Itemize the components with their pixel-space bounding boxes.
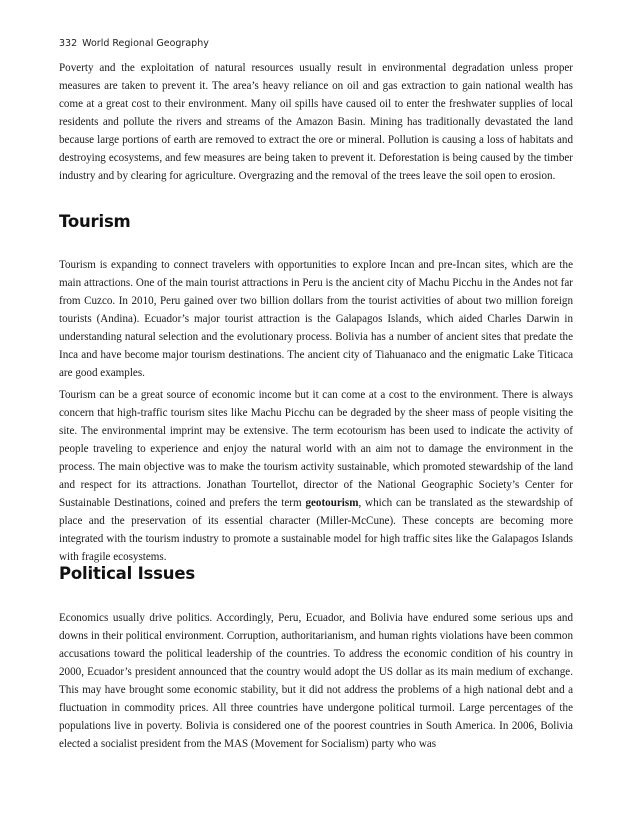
intro-paragraph: Poverty and the exploitation of natural resources usually result in environmental degradation unless proper measures are taken to prevent it. The area’s heavy reliance on oil and gas extraction to gain national wealth has come at a great cost to their environment. Many oil spills have caused oil to enter the freshwater supplies of local residents and pollute the rivers and streams of the Amazon Basin. Mining has traditionally devastated the land because large portions of earth are removed to extract the ore or mineral. Pollution is causing a loss of habitats and destroying ecosystems, and few measures are being taken to prevent it. Deforestation is being caused by the timber industry and by clearing for agriculture. Overgrazing and the removal of the trees leave the soil open to erosion. bbox=[59, 62, 573, 182]
tourism-paragraph-1: Tourism is expanding to connect travelers with opportunities to explore Incan and pre-Incan sites, which are the main attractions. One of the main tourist attractions in Peru is the ancient city of Machu Picchu in the Andes not far from Cuzco. In 2010, Peru gained over two billion dollars from the tourist activities of about two million foreign tourists (Andina). Ecuador’s major tourist attraction is the Galapagos Islands, which aided Charles Darwin in understanding natural selection and the evolutionary process. Bolivia has a number of ancient sites that predate the Inca and have become major tourism destinations. The ancient city of Tiahuanaco and the enigmatic Lake Titicaca are good examples. bbox=[59, 259, 573, 379]
running-header bbox=[59, 38, 209, 49]
political-issues-paragraph: Economics usually drive politics. Accordingly, Peru, Ecuador, and Bolivia have endured some serious ups and downs in their political environment. Corruption, authoritarianism, and human rights violations have been common accusations toward the political leadership of the countries. To address the economic condition of his country in 2000, Ecuador’s president announced that the country would adopt the US dollar as its main medium of exchange. This may have brought some economic stability, but it did not address the problems of a high national debt and a fluctuation in commodity prices. All three countries have undergone political turmoil. Large percentages of the populations live in poverty. Bolivia is considered one of the poorest countries in South America. In 2006, Bolivia elected a socialist president from the MAS (Movement for Socialism) party who was bbox=[59, 612, 573, 750]
tourism-paragraph-2 bbox=[59, 386, 573, 566]
tourism-heading: Tourism bbox=[59, 212, 131, 231]
tourism-paragraph-2-text-after: , which can be translated as the stewardship of place and the preservation of its essential character (Miller-McCune). These concepts are becoming more integrated with the tourism industry to promote a sustainable model for high traffic sites like the Galapagos Islands with fragile ecosystems. bbox=[59, 497, 573, 563]
page-number: 332 bbox=[59, 38, 78, 49]
book-title: World Regional Geography bbox=[82, 38, 209, 49]
geotourism-term: geotourism bbox=[305, 497, 359, 509]
tourism-paragraph-2-text-before: Tourism can be a great source of economic income but it can come at a cost to the environment. There is always concern that high-traffic tourism sites like Machu Picchu can be degraded by the sheer mass of people visiting the site. The environmental imprint may be extensive. The term ecotourism has been used to indicate the activity of people traveling to experience and enjoy the natural world with an aim not to damage the environment in the process. The main objective was to make the tourism activity sustainable, which promoted stewardship of the land and respect for its attractions. Jonathan Tourtellot, director of the National Geographic Society’s Center for Sustainable Destinations, coined and prefers the term bbox=[59, 389, 573, 509]
political-issues-heading: Political Issues bbox=[59, 564, 195, 583]
